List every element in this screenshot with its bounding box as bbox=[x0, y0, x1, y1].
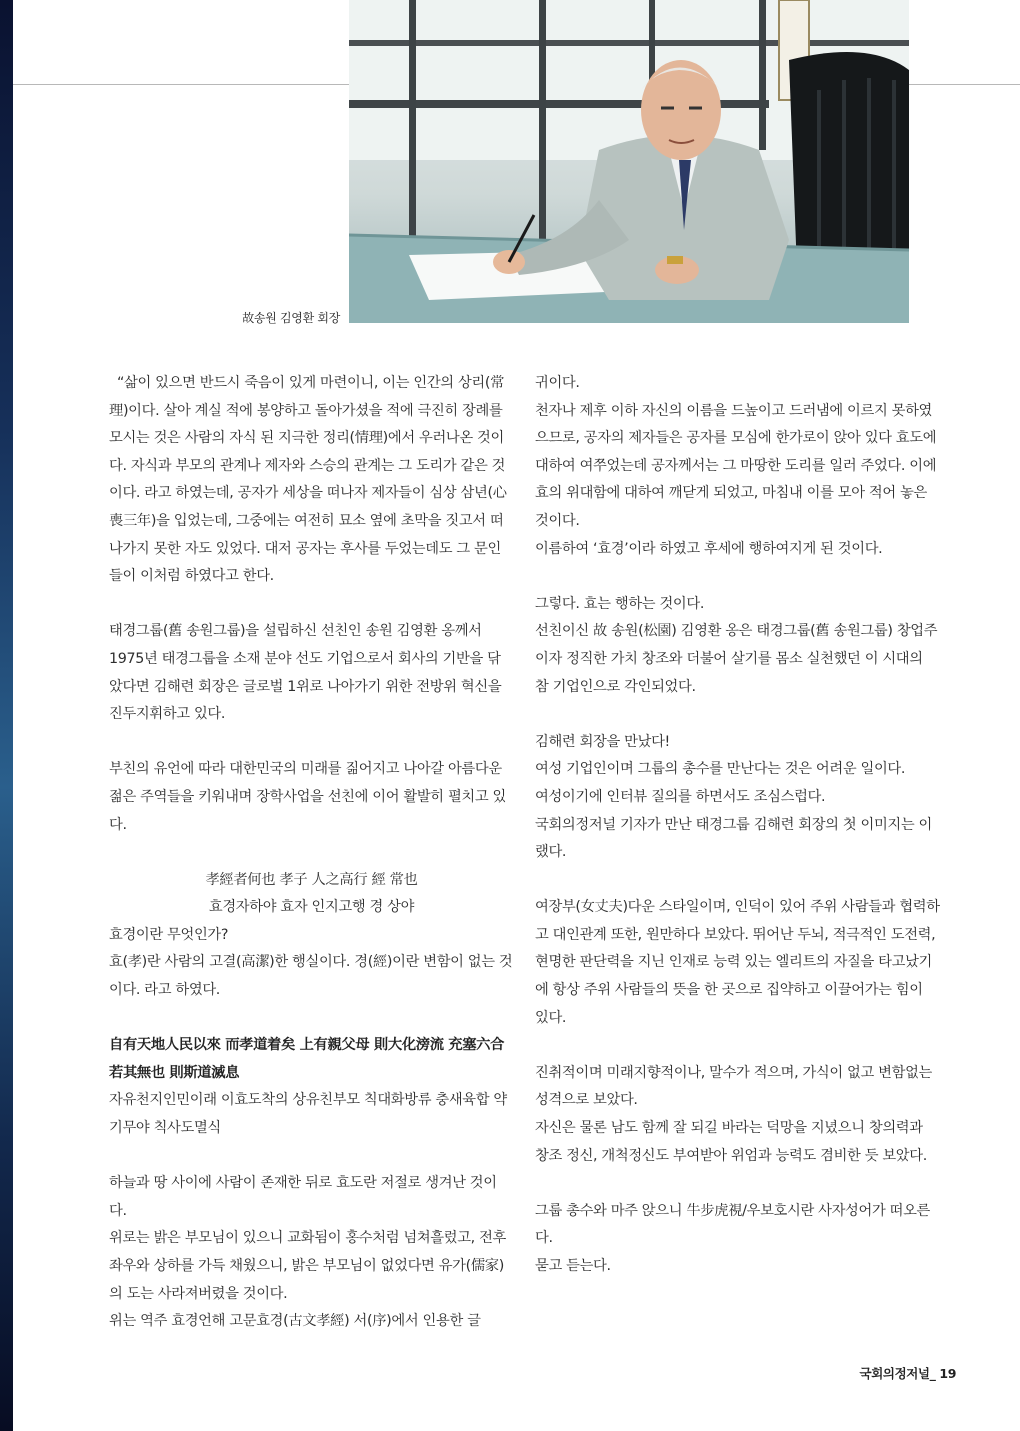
right-paragraph: 이름하여 ‘효경’이라 하였고 후세에 행하여지게 된 것이다. bbox=[535, 540, 883, 557]
right-paragraph: 진취적이며 미래지향적이나, 말수가 적으며, 가식이 없고 변함없는 성격으로 보았다. bbox=[535, 1064, 932, 1109]
right-paragraph: 천자나 제후 이하 자신의 이름을 드높이고 드러냄에 이르지 못하였으므로, 공자의 제자들은 공자를 모심에 한가로이 앉아 있다 효도에 대하여 여쭈었는데 공자께서는 그 마땅한 도리를 일러 주었다. 이에 효의 위대함에 대하여 깨닫게 되었고, 마침내 이를 모아 적어 놓은 것이다. bbox=[535, 402, 937, 529]
left-paragraph: 自有天地人民以來 而孝道着矣 上有親父母 則大化滂流 充塞六合 若其無也 則斯道滅息 bbox=[109, 1037, 505, 1081]
side-accent-bar bbox=[0, 0, 13, 1431]
right-paragraph: 그룹 총수와 마주 앉으니 牛步虎視/우보호시란 사자성어가 떠오른다. bbox=[535, 1202, 931, 1247]
paragraph-gap bbox=[109, 839, 514, 867]
left-paragraph: 효경이란 무엇인가? bbox=[109, 926, 229, 943]
chairman-photo bbox=[349, 0, 909, 323]
right-paragraph: 김해련 회장을 만났다! bbox=[535, 733, 670, 750]
paragraph-gap bbox=[535, 563, 940, 591]
right-paragraph: 귀이다. bbox=[535, 375, 580, 391]
left-paragraph: 하늘과 땅 사이에 사람이 존재한 뒤로 효도란 저절로 생겨난 것이다. bbox=[109, 1175, 497, 1219]
left-paragraph: 위로는 밝은 부모님이 있으니 교화됨이 홍수처럼 넘쳐흘렀고, 전후좌우와 상하를 가득 채웠으니, 밝은 부모님이 없었다면 유가(儒家)의 도는 사라져버렸을 것이다. bbox=[109, 1230, 506, 1302]
paragraph-gap bbox=[109, 729, 514, 757]
paragraph-gap bbox=[535, 867, 940, 895]
page-footer: 국회의정저널_ 19 bbox=[859, 1366, 956, 1381]
right-paragraph: 여성 기업인이며 그룹의 총수를 만난다는 것은 어려운 일이다. bbox=[535, 761, 906, 778]
left-paragraph: 孝經者何也 孝子 人之高行 經 常也 bbox=[205, 871, 418, 888]
paragraph-gap bbox=[535, 1170, 940, 1198]
photo-illustration bbox=[349, 0, 909, 323]
article-column-left bbox=[109, 370, 514, 1336]
left-paragraph: 효경자하야 효자 인지고행 경 상야 bbox=[208, 899, 415, 916]
left-paragraph: “삶이 있으면 반드시 죽음이 있게 마련이니, 이는 인간의 상리(常理)이다. 살아 계실 적에 봉양하고 돌아가셨을 적에 극진히 장례를 모시는 것은 사람의 자식 된 지극한 정리(情理)에서 우러나온 것이다. 자식과 부모의 관계나 제자와 스승의 관계는 그 도리가 같은 것이다. 라고 하였는데, 공자가 세상을 떠나자 제자들이 심상 삼년(心喪三年)을 입었는데, 그중에는 여전히 묘소 옆에 초막을 짓고서 떠나가지 못한 자도 있었다. 대저 공자는 후사를 두었는데도 그 문인들이 이처럼 하였다고 한다. bbox=[109, 375, 507, 585]
right-paragraph: 국회의정저널 기자가 만난 태경그룹 김해련 회장의 첫 이미지는 이랬다. bbox=[535, 816, 932, 861]
paragraph-gap bbox=[109, 591, 514, 619]
right-paragraph: 묻고 듣는다. bbox=[535, 1258, 611, 1274]
paragraph-gap bbox=[535, 1032, 940, 1060]
right-paragraph: 여성이기에 인터뷰 질의를 하면서도 조심스럽다. bbox=[535, 788, 826, 805]
paragraph-gap bbox=[535, 701, 940, 729]
header-rule-right bbox=[909, 84, 1020, 85]
left-paragraph: 부친의 유언에 따라 대한민국의 미래를 짊어지고 나아갈 아름다운 젊은 주역들을 키워내며 장학사업을 선친에 이어 활발히 펼치고 있다. bbox=[109, 761, 506, 833]
article-column-right bbox=[535, 370, 940, 1281]
photo-caption: 故송원 김영환 회장 bbox=[242, 311, 340, 325]
left-paragraph: 자유천지인민이래 이효도착의 상유친부모 칙대화방류 충새육합 약기무야 칙사도멸식 bbox=[109, 1092, 507, 1137]
left-paragraph: 태경그룹(舊 송원그룹)을 설립하신 선친인 송원 김영환 옹께서 1975년 태경그룹을 소재 분야 선도 기업으로서 회사의 기반을 닦았다면 김해련 회장은 글로벌 1위로 나아가기 위한 전방위 혁신을 진두지휘하고 있다. bbox=[109, 623, 502, 723]
header-rule-left bbox=[13, 84, 349, 85]
right-paragraph: 자신은 물론 남도 함께 잘 되길 바라는 덕망을 지녔으니 창의력과 창조 정신, 개척정신도 부여받아 위엄과 능력도 겸비한 듯 보았다. bbox=[535, 1120, 927, 1164]
paragraph-gap bbox=[109, 1143, 514, 1171]
right-paragraph: 선친이신 故 송원(松園) 김영환 옹은 태경그룹(舊 송원그룹) 창업주이자 정직한 가치 창조와 더불어 살기를 몸소 실천했던 이 시대의 참 기업인으로 각인되었다. bbox=[535, 623, 938, 695]
left-paragraph: 효(孝)란 사람의 고결(高潔)한 행실이다. 경(經)이란 변함이 없는 것이다. 라고 하였다. bbox=[109, 954, 513, 999]
paragraph-gap bbox=[109, 1005, 514, 1033]
left-paragraph: 위는 역주 효경언해 고문효경(古文孝經) 서(序)에서 인용한 글 bbox=[109, 1313, 481, 1330]
right-paragraph: 여장부(女丈夫)다운 스타일이며, 인덕이 있어 주위 사람들과 협력하고 대인관계 또한, 원만하다 보았다. 뛰어난 두뇌, 적극적인 도전력, 현명한 판단력을 지닌 인재로 능력 있는 엘리트의 자질을 타고났기에 항상 주위 사람들의 뜻을 한 곳으로 집약하고 이끌어가는 힘이 있다. bbox=[535, 899, 940, 1026]
right-paragraph: 그렇다. 효는 행하는 것이다. bbox=[535, 595, 705, 612]
